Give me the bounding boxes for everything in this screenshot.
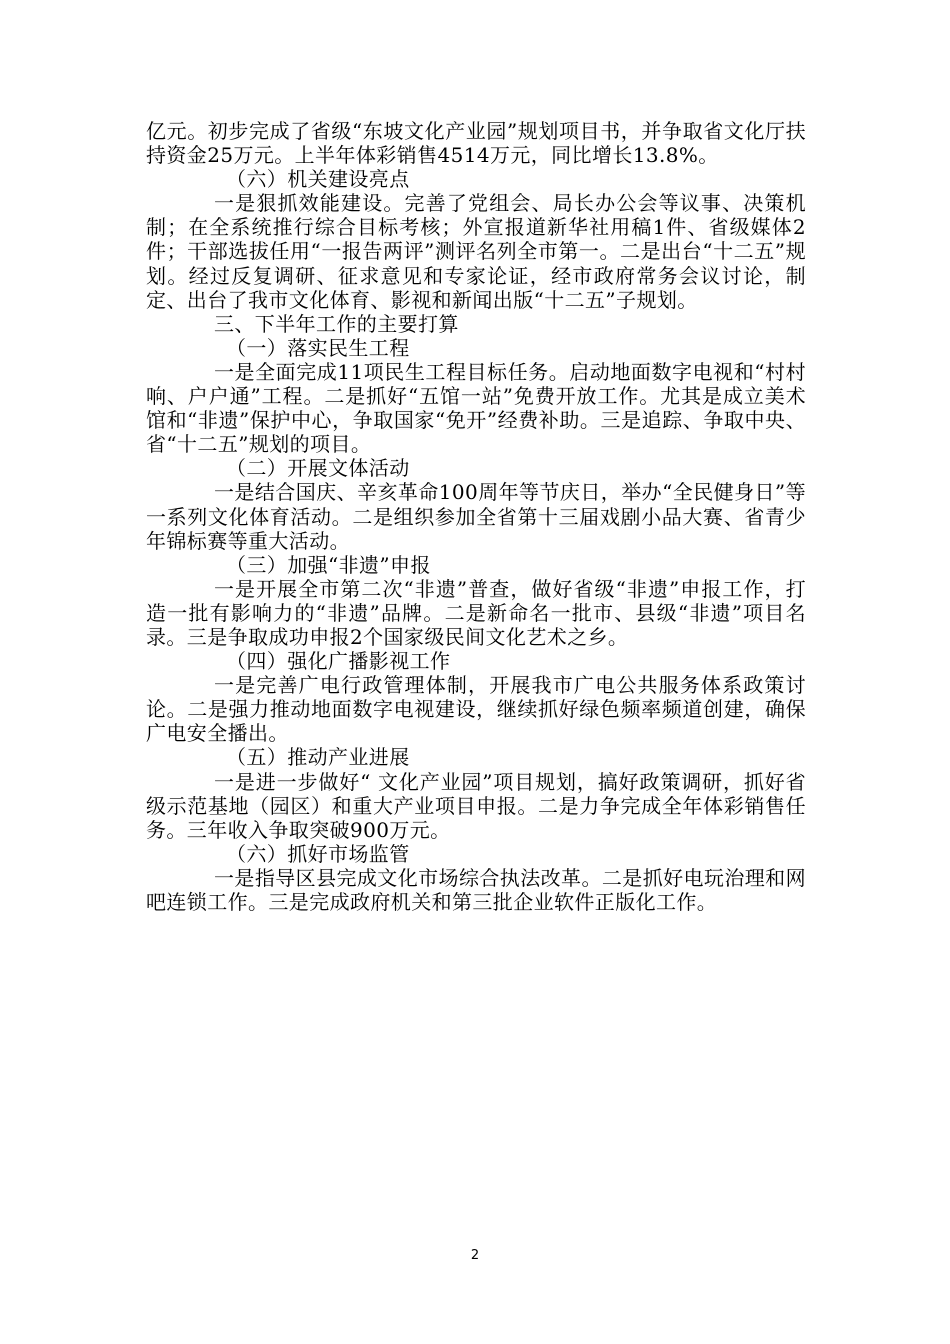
subheading-industry: （五）推动产业进展 bbox=[226, 745, 410, 770]
paragraph-market: 一是指导区县完成文化市场综合执法改革。二是抓好电玩治理和网吧连锁工作。三是完成政府机关和第三批企业软件正版化工作。 bbox=[146, 865, 806, 914]
subheading-heritage: （三）加强“非遗”申报 bbox=[226, 552, 431, 577]
paragraph-continuation: 亿元。初步完成了省级“东坡文化产业园”规划项目书，并争取省文化厅扶持资金25万元。上半年体彩销售4514万元，同比增长13.8%。 bbox=[146, 119, 806, 168]
paragraph-heritage: 一是开展全市第二次“非遗”普查，做好省级“非遗”申报工作，打造一批有影响力的“非遗”品牌。二是新命名一批市、县级“非遗”项目名录。三是争取成功申报2个国家级民间文化艺术之乡。 bbox=[146, 576, 806, 649]
subheading-organ-building: （六）机关建设亮点 bbox=[226, 167, 410, 192]
document-body bbox=[146, 119, 806, 914]
subheading-livelihood: （一）落实民生工程 bbox=[226, 335, 410, 360]
paragraph-activities: 一是结合国庆、辛亥革命100周年等节庆日，举办“全民健身日”等一系列文化体育活动。二是组织参加全省第十三届戏剧小品大赛、省青少年锦标赛等重大活动。 bbox=[146, 480, 806, 553]
section-heading-second-half-plan: 三、下半年工作的主要打算 bbox=[214, 311, 459, 336]
paragraph-livelihood: 一是全面完成11项民生工程目标任务。启动地面数字电视和“村村响、户户通”工程。二是抓好“五馆一站”免费开放工作。尤其是成立美术馆和“非遗”保护中心，争取国家“免开”经费补助。三是追踪、争取中央、省“十二五”规划的项目。 bbox=[146, 359, 806, 457]
paragraph-broadcasting: 一是完善广电行政管理体制，开展我市广电公共服务体系政策讨论。二是强力推动地面数字电视建设，继续抓好绿色频率频道创建，确保广电安全播出。 bbox=[146, 673, 806, 746]
subheading-broadcasting: （四）强化广播影视工作 bbox=[226, 649, 451, 674]
paragraph-organ-building: 一是狠抓效能建设。完善了党组会、局长办公会等议事、决策机制；在全系统推行综合目标考核；外宣报道新华社用稿1件、省级媒体2件；干部选拔任用“一报告两评”测评名列全市第一。二是出台“十二五”规划。经过反复调研、征求意见和专家论证，经市政府常务会议讨论，制定、出台了我市文化体育、影视和新闻出版“十二五”子规划。 bbox=[146, 191, 806, 312]
subheading-activities: （二）开展文体活动 bbox=[226, 456, 410, 481]
subheading-market: （六）抓好市场监管 bbox=[226, 841, 410, 866]
page-number: 2 bbox=[470, 1248, 480, 1263]
paragraph-industry: 一是进一步做好“ 文化产业园”项目规划，搞好政策调研，抓好省级示范基地（园区）和重大产业项目申报。二是力争完成全年体彩销售任务。三年收入争取突破900万元。 bbox=[146, 769, 806, 842]
